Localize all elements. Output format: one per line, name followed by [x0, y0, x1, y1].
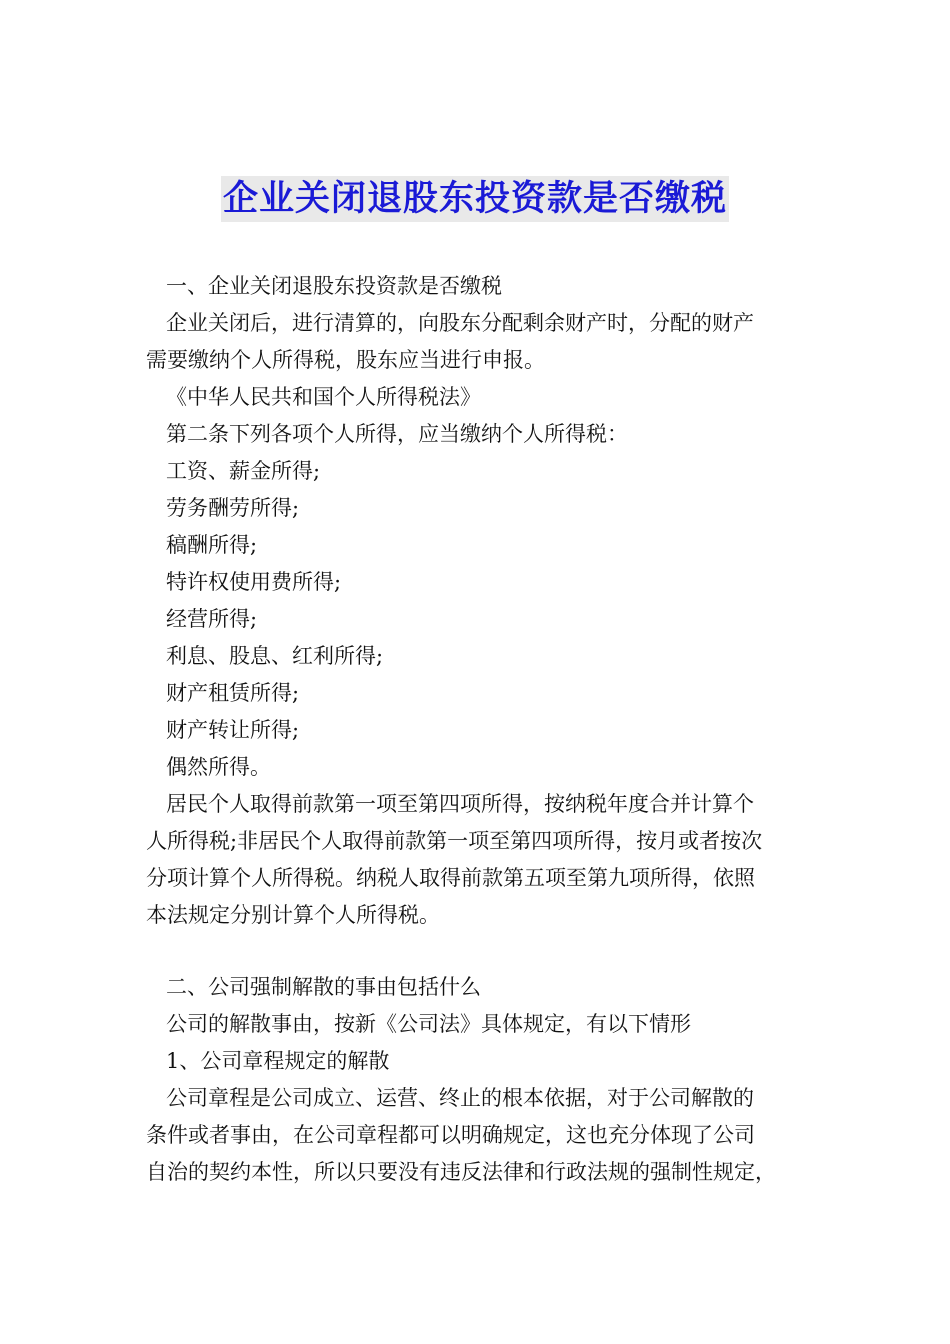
text-line: 公司的解散事由，按新《公司法》具体规定，有以下情形: [166, 1012, 691, 1036]
text-line: 财产转让所得;: [166, 718, 300, 742]
paragraph-gap: [146, 934, 814, 969]
text-line: 人所得税;非居民个人取得前款第一项至第四项所得，按月或者按次: [146, 829, 763, 853]
text-line: 一、企业关闭退股东投资款是否缴税: [166, 274, 502, 298]
text-line: 条件或者事由，在公司章程都可以明确规定，这也充分体现了公司: [146, 1123, 755, 1147]
text-line: 需要缴纳个人所得税，股东应当进行申报。: [146, 348, 545, 372]
text-line: 稿酬所得;: [166, 533, 258, 557]
text-line: 经营所得;: [166, 607, 258, 631]
text-line: 劳务酬劳所得;: [166, 496, 300, 520]
text-line: 1、公司章程规定的解散: [166, 1049, 390, 1073]
text-line: 利息、股息、红利所得;: [166, 644, 384, 668]
text-line: 特许权使用费所得;: [166, 570, 342, 594]
text-line: 企业关闭后，进行清算的，向股东分配剩余财产时，分配的财产: [166, 311, 754, 335]
text-line: 第二条下列各项个人所得，应当缴纳个人所得税：: [166, 422, 628, 446]
text-line: 工资、薪金所得;: [166, 459, 321, 483]
text-line: 本法规定分别计算个人所得税。: [146, 903, 440, 927]
text-line: 财产租赁所得;: [166, 681, 300, 705]
title-wrap: [0, 176, 950, 222]
document-body: [146, 268, 814, 1191]
text-line: 公司章程是公司成立、运营、终止的根本依据，对于公司解散的: [166, 1086, 754, 1110]
text-line: 分项计算个人所得税。纳税人取得前款第五项至第九项所得，依照: [146, 866, 755, 890]
document-title: 企业关闭退股东投资款是否缴税: [221, 176, 729, 222]
text-line: 二、公司强制解散的事由包括什么: [166, 975, 481, 999]
text-line: 《中华人民共和国个人所得税法》: [166, 385, 481, 409]
text-line: 偶然所得。: [166, 755, 271, 779]
text-line: 居民个人取得前款第一项至第四项所得，按纳税年度合并计算个: [166, 792, 754, 816]
text-line: 自治的契约本性，所以只要没有违反法律和行政法规的强制性规定，: [146, 1160, 776, 1184]
